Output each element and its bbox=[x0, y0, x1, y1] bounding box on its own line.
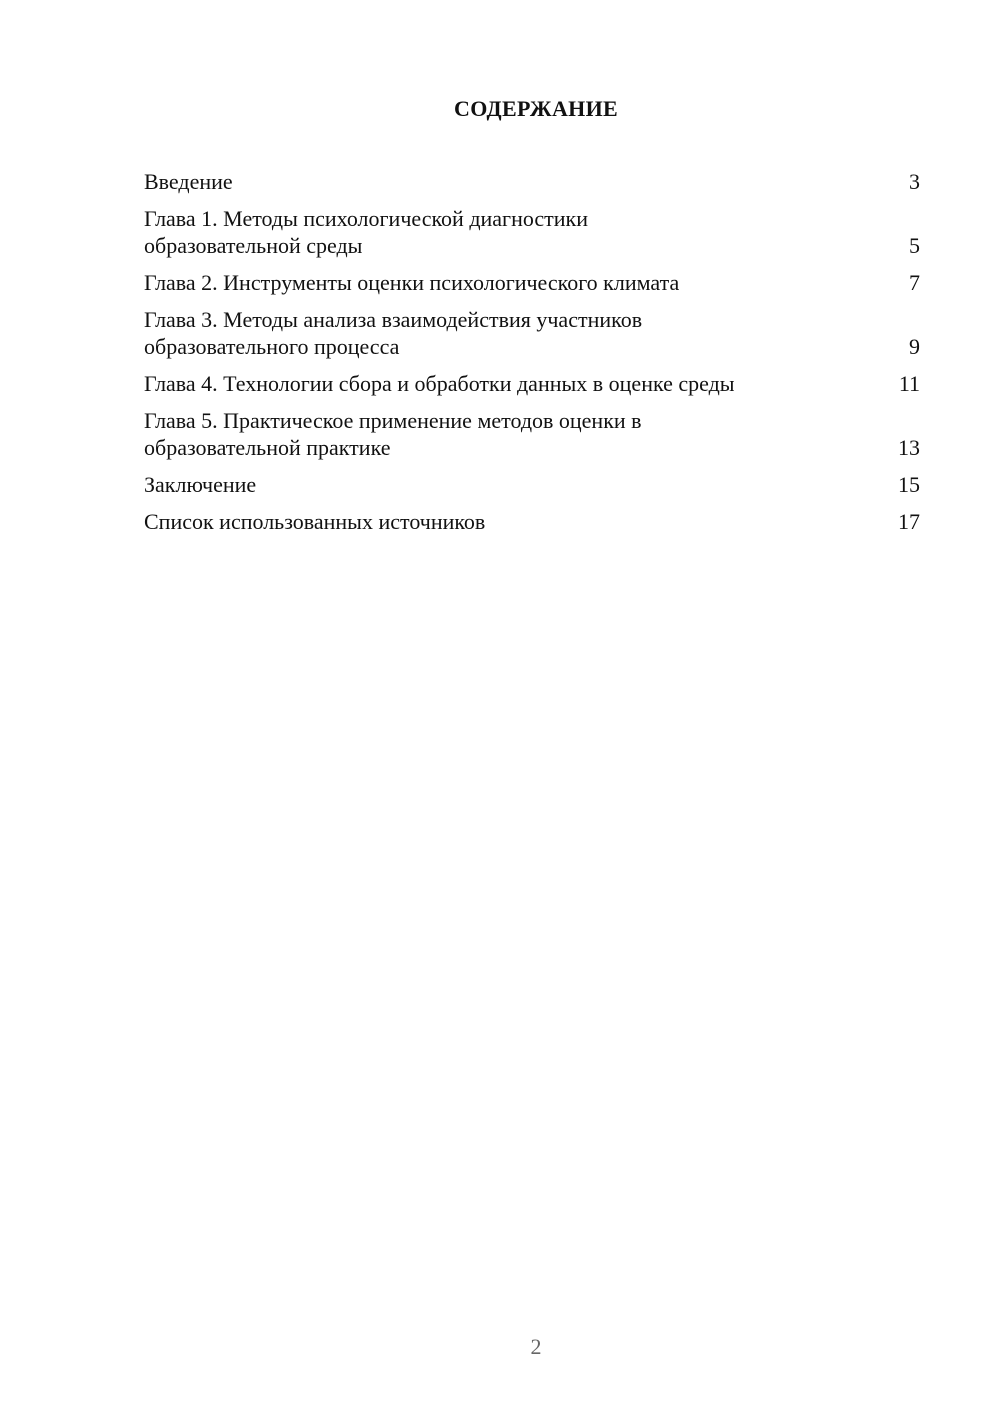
toc-item-title: Список использованных источников bbox=[144, 509, 486, 534]
toc-item-title: Глава 3. Методы анализа взаимодействия участников образовательного процесса bbox=[144, 307, 643, 359]
toc-item-page: 3 bbox=[909, 169, 920, 194]
toc-item-introduction bbox=[144, 168, 920, 195]
toc-item-title: Глава 1. Методы психологической диагностики образовательной среды bbox=[144, 206, 589, 258]
toc-item-chapter-4 bbox=[144, 370, 920, 397]
toc-item-page: 13 bbox=[898, 435, 920, 460]
toc-item-page: 7 bbox=[909, 270, 920, 295]
toc-item-page: 15 bbox=[898, 472, 920, 497]
toc-item-conclusion bbox=[144, 471, 920, 498]
toc-item-chapter-5 bbox=[144, 407, 920, 461]
toc-item-chapter-3 bbox=[144, 306, 920, 360]
table-of-contents bbox=[144, 168, 920, 545]
toc-item-chapter-1 bbox=[144, 205, 920, 259]
toc-item-title: Глава 2. Инструменты оценки психологического климата bbox=[144, 270, 680, 295]
toc-item-page: 9 bbox=[909, 334, 920, 359]
page-title: СОДЕРЖАНИЕ bbox=[454, 96, 618, 121]
page-number: 2 bbox=[530, 1334, 542, 1359]
toc-item-chapter-2 bbox=[144, 269, 920, 296]
toc-item-page: 11 bbox=[898, 371, 920, 396]
toc-item-title: Глава 4. Технологии сбора и обработки данных в оценке среды bbox=[144, 371, 735, 396]
toc-item-title: Заключение bbox=[144, 472, 257, 497]
toc-item-title: Глава 5. Практическое применение методов оценки в образовательной практике bbox=[144, 408, 642, 460]
toc-item-title: Введение bbox=[144, 169, 233, 194]
toc-item-page: 5 bbox=[909, 233, 920, 258]
toc-item-references bbox=[144, 508, 920, 535]
toc-item-page: 17 bbox=[898, 509, 920, 534]
